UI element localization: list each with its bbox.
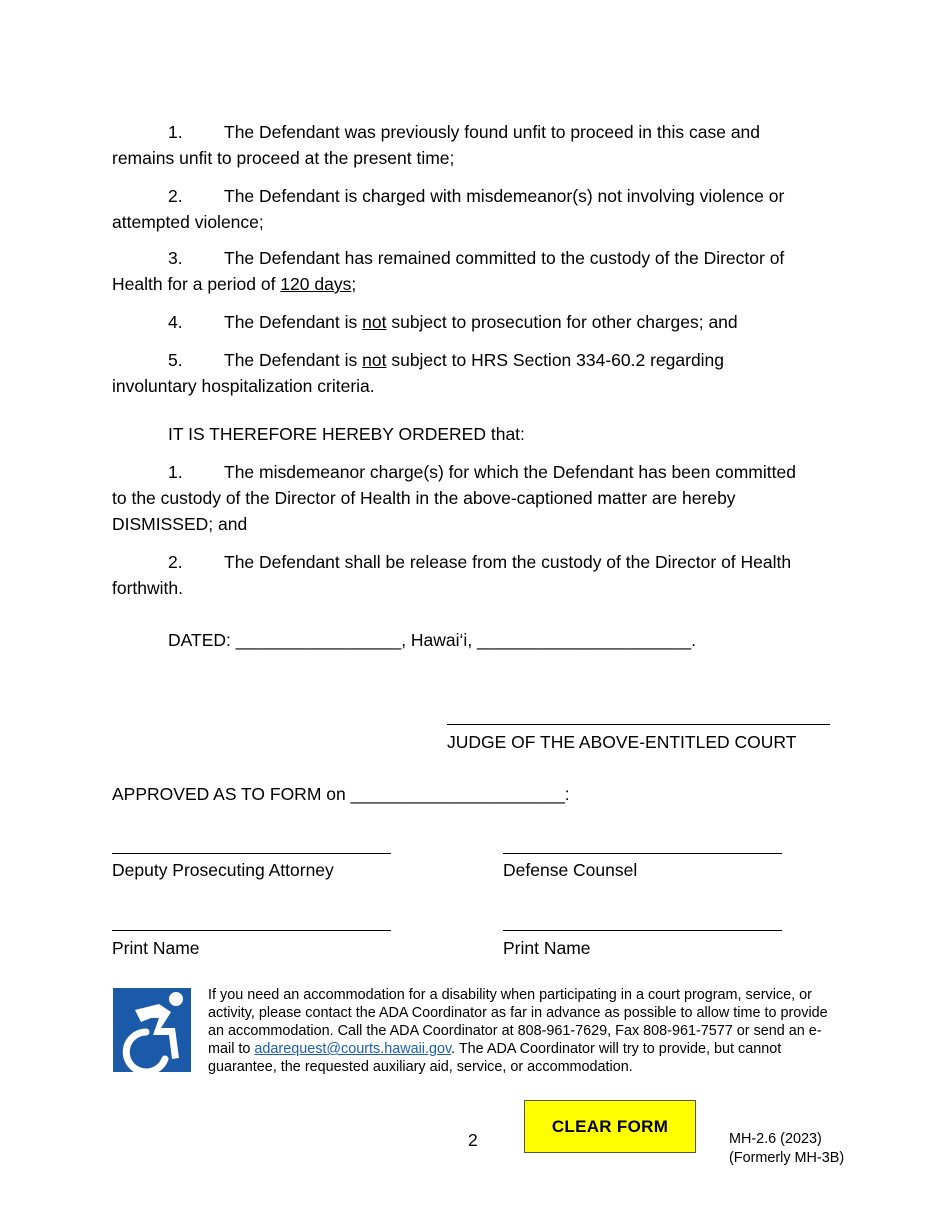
finding-1-line1: The Defendant was previously found unfit to proceed in this case and <box>224 122 761 142</box>
prosecutor-print-name-line[interactable] <box>112 930 391 931</box>
finding-3-line2-pre: Health for a period of <box>112 274 281 294</box>
finding-2-line1: The Defendant is charged with misdemeanor(s) not involving violence or <box>224 186 785 206</box>
finding-5-pre: The Defendant is <box>224 350 363 370</box>
finding-3-line1: The Defendant has remained committed to the custody of the Director of <box>224 248 785 268</box>
finding-2-number: 2. <box>168 186 183 206</box>
finding-4-not: not <box>362 312 387 332</box>
finding-5-line2: involuntary hospitalization criteria. <box>112 376 375 396</box>
accessibility-wheelchair-icon <box>113 988 191 1072</box>
approved-as-to-form-line[interactable]: APPROVED AS TO FORM on ______________________: <box>112 784 570 804</box>
finding-4-number: 4. <box>168 312 183 332</box>
finding-5-number: 5. <box>168 350 183 370</box>
defense-print-name-line[interactable] <box>503 930 782 931</box>
judge-label: JUDGE OF THE ABOVE-ENTITLED COURT <box>447 732 797 752</box>
order-2-line1: The Defendant shall be release from the custody of the Director of Health <box>224 552 792 572</box>
order-1-number: 1. <box>168 462 183 482</box>
finding-4-line1 <box>224 312 738 333</box>
form-formerly: (Formerly MH-3B) <box>729 1150 845 1166</box>
defense-counsel-label: Defense Counsel <box>503 860 638 880</box>
prosecutor-label: Deputy Prosecuting Attorney <box>112 860 334 880</box>
finding-3-line2-post: ; <box>351 274 357 294</box>
finding-1-number: 1. <box>168 122 183 142</box>
finding-2-line2: attempted violence; <box>112 212 264 232</box>
order-2-line2: forthwith. <box>112 578 183 598</box>
prosecutor-signature-line[interactable] <box>112 853 391 854</box>
finding-4-post: subject to prosecution for other charges; and <box>386 312 738 332</box>
clear-form-button[interactable]: CLEAR FORM <box>524 1100 696 1153</box>
finding-3-line2 <box>112 274 356 295</box>
order-1-line1: The misdemeanor charge(s) for which the Defendant has been committed <box>224 462 796 482</box>
order-intro: IT IS THEREFORE HEREBY ORDERED that: <box>168 424 525 444</box>
ada-email-link[interactable]: adarequest@courts.hawaii.gov <box>254 1041 452 1057</box>
finding-4-pre: The Defendant is <box>224 312 363 332</box>
finding-1-line2: remains unfit to proceed at the present time; <box>112 148 455 168</box>
defense-signature-line[interactable] <box>503 853 782 854</box>
commitment-period: 120 days <box>280 274 352 294</box>
finding-5-line1 <box>224 350 724 371</box>
dated-line[interactable]: DATED: _________________, Hawai‘i, ______________________. <box>168 630 697 650</box>
ada-notice-text-end: . The ADA Coordinator will try to provide, but cannot guarantee, the requested auxiliary aid, service, or accommodation. <box>208 1041 782 1075</box>
order-2-number: 2. <box>168 552 183 572</box>
finding-5-post: subject to HRS Section 334-60.2 regarding <box>386 350 725 370</box>
ada-notice-text: If you need an accommodation for a disability when participating in a court program, service, or activity, please contact the ADA Coordinator as far in advance as possible to allow time to provide an accommodation. Call the ADA Coordinator at 808-961-7629, Fax 808-961-7577 or send an e-mail to <box>208 987 828 1057</box>
prosecutor-print-name-label: Print Name <box>112 938 200 958</box>
judge-signature-line[interactable] <box>447 724 830 725</box>
order-1-line2: to the custody of the Director of Health in the above-captioned matter are hereby <box>112 488 736 508</box>
order-1-line3: DISMISSED; and <box>112 514 248 534</box>
finding-3-number: 3. <box>168 248 183 268</box>
page-number: 2 <box>468 1130 478 1150</box>
ada-notice <box>208 986 828 1076</box>
form-id: MH-2.6 (2023) <box>729 1131 822 1147</box>
defense-print-name-label: Print Name <box>503 938 591 958</box>
finding-5-not: not <box>362 350 387 370</box>
